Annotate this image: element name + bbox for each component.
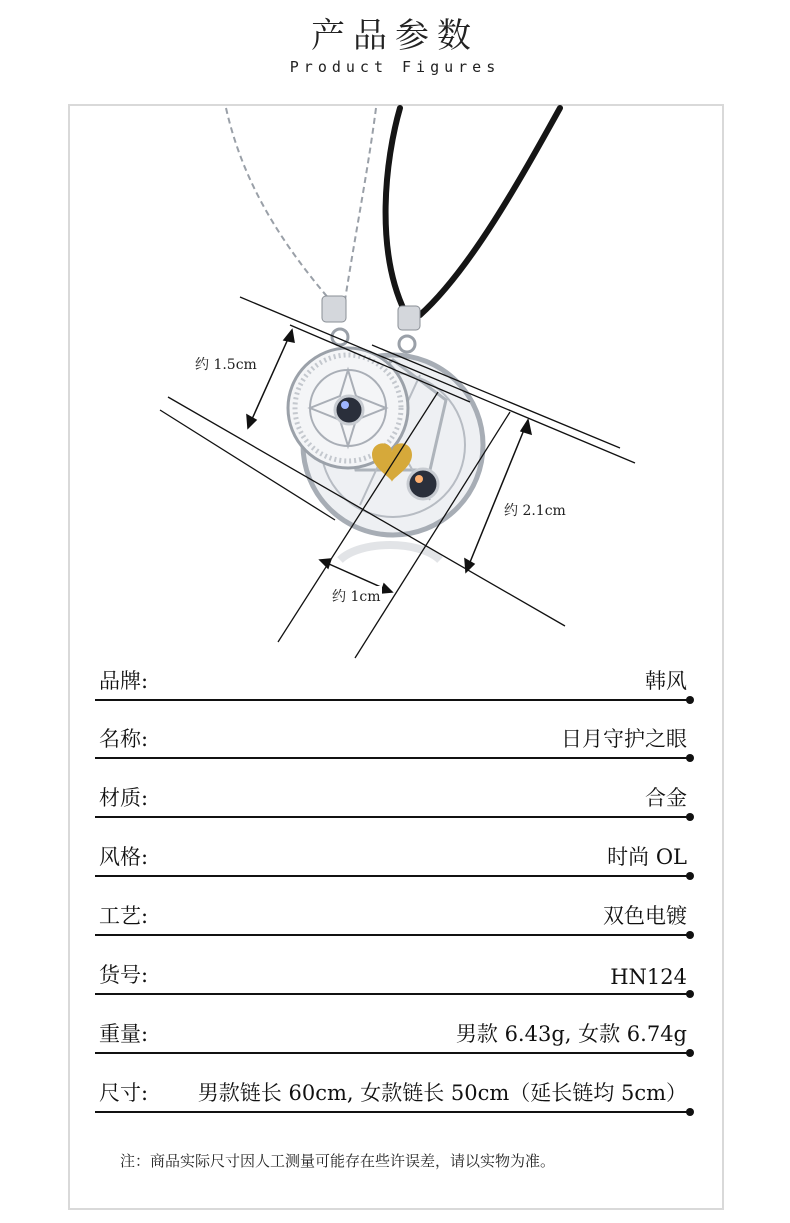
measurement-note: 注：商品实际尺寸因人工测量可能存在些许误差，请以实物为准。 (120, 1152, 556, 1170)
silver-bail-icon (322, 296, 346, 322)
spec-divider (95, 934, 691, 936)
moon-stone-icon (408, 469, 438, 499)
spec-divider (95, 1111, 691, 1113)
spec-row-brand (95, 643, 691, 701)
spec-label: 风格: (99, 845, 149, 869)
spec-value: 男款链长 60cm, 女款链长 50cm（延长链均 5cm） (197, 1081, 687, 1105)
height-dimension-label: 约 1.5cm (193, 354, 259, 374)
spec-value: 男款 6.43g, 女款 6.74g (455, 1022, 687, 1046)
spec-row-size (95, 1055, 691, 1113)
spec-value: 合金 (645, 786, 687, 810)
spec-label: 名称: (99, 727, 149, 751)
spec-divider (95, 757, 691, 759)
length-dimension-label: 约 2.1cm (502, 500, 568, 520)
cord-bail-icon (398, 306, 420, 330)
spec-divider (95, 816, 691, 818)
spec-divider (95, 875, 691, 877)
spec-label: 重量: (99, 1022, 149, 1046)
spec-label: 工艺: (99, 904, 149, 928)
page-subtitle: Product Figures (289, 58, 501, 76)
spec-divider (95, 993, 691, 995)
page-title: 产品参数 (311, 16, 479, 56)
spec-label: 尺寸: (99, 1081, 149, 1105)
spec-value: 时尚 OL (607, 845, 687, 869)
spec-divider (95, 1052, 691, 1054)
spec-label: 品牌: (99, 669, 149, 693)
silver-chain-icon (226, 108, 376, 300)
spec-row-item-number (95, 937, 691, 995)
spec-value: 双色电镀 (603, 904, 687, 928)
black-cord-icon (386, 108, 560, 315)
spec-row-name (95, 701, 691, 759)
spec-value: HN124 (610, 965, 687, 989)
spec-row-weight (95, 996, 691, 1054)
width-dimension-label: 约 1cm (330, 586, 382, 606)
spec-row-style (95, 819, 691, 877)
spec-label: 材质: (99, 786, 149, 810)
spec-value: 韩风 (645, 669, 687, 693)
spec-row-material (95, 760, 691, 818)
spec-label: 货号: (99, 963, 149, 987)
spec-row-craft (95, 878, 691, 936)
spec-value: 日月守护之眼 (561, 727, 687, 751)
